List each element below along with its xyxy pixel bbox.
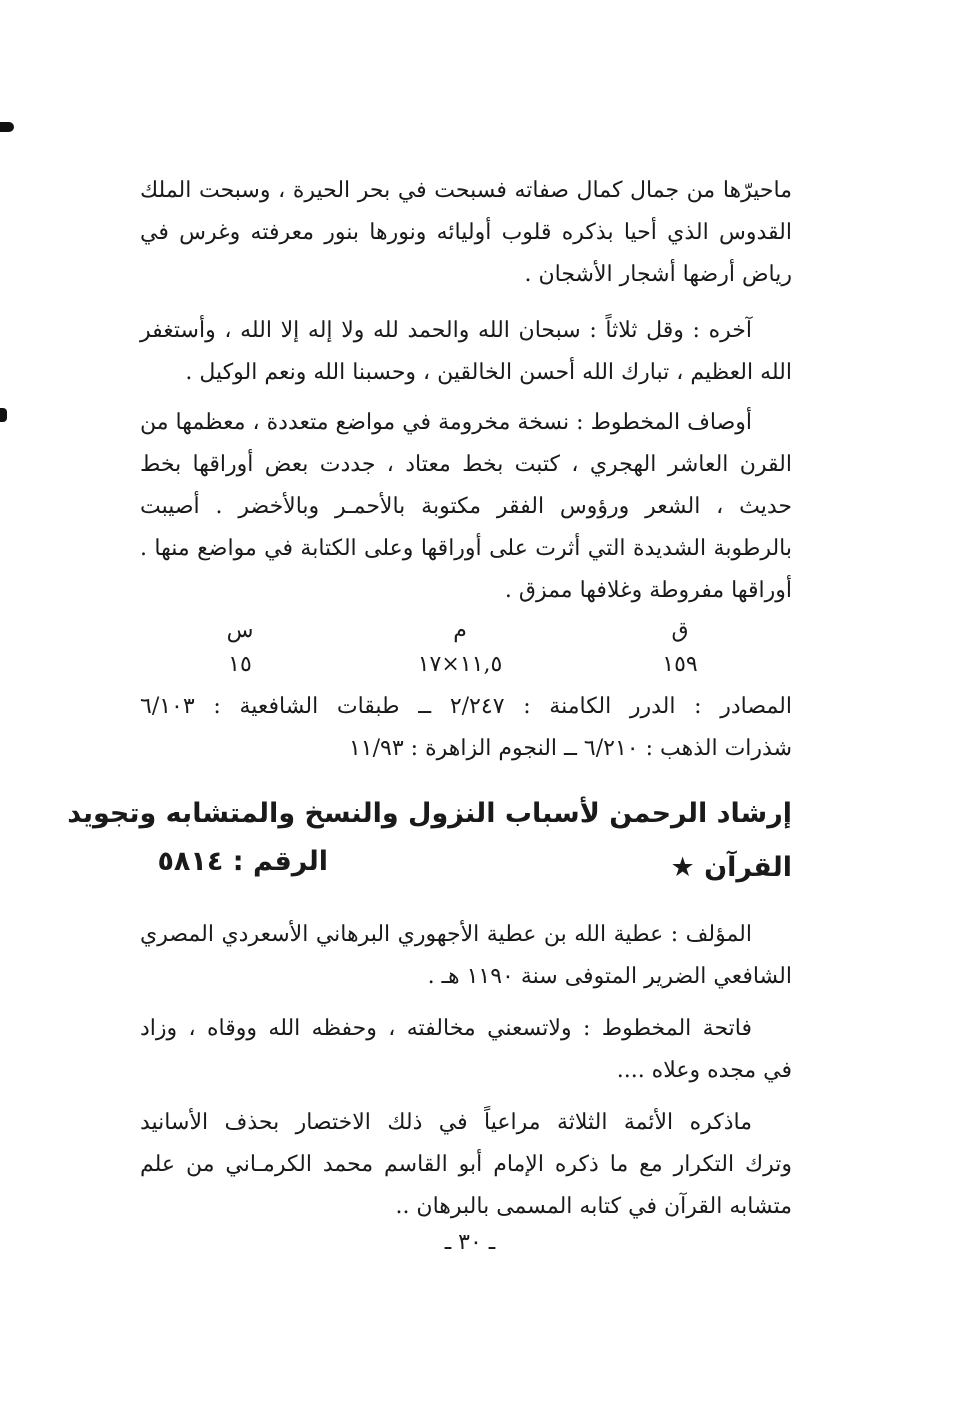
text-line: حديث ، الشعر ورؤوس الفقر مكتوبة بالأحمـر وبالأخضر . أصيبت	[140, 494, 792, 519]
content-paragraph	[140, 1102, 792, 1228]
text-line: بالرطوبة الشديدة التي أثرت على أوراقها وعلى الكتابة في مواضع منها .	[140, 536, 792, 561]
text-line: فاتحة المخطوط : ولاتسعني مخالفته ، وحفظه الله ووقاه ، وزاد	[140, 1016, 752, 1041]
text-line: ماحيرّها من جمال كمال صفاته فسبحت في بحر الحيرة ، وسبحت الملك	[140, 178, 792, 203]
leaves-value: ١٥٩	[662, 652, 698, 677]
ending-paragraph	[140, 310, 792, 394]
text-line: شذرات الذهب : ٦/٢١٠ ــ النجوم الزاهرة : ١١/٩٣	[348, 736, 792, 761]
lines-value: ١٥	[228, 652, 252, 677]
text-line: في مجده وعلاه ....	[616, 1058, 792, 1083]
text-line: أوصاف المخطوط : نسخة مخرومة في مواضع متعددة ، معظمها من	[140, 410, 752, 435]
text-line: القدوس الذي أحيا بذكره قلوب أوليائه ونورها بنور معرفته وغرس في	[140, 220, 792, 245]
sources-paragraph	[140, 686, 792, 770]
text-line: آخره : وقل ثلاثاً : سبحان الله والحمد لله ولا إله إلا الله ، وأستغفر	[140, 318, 752, 343]
entry-title-continued: القرآن ★	[670, 852, 792, 883]
text-line: المؤلف : عطية الله بن عطية الأجهوري البرهاني الأسعردي المصري	[140, 922, 752, 947]
leaves-header: ق	[671, 618, 689, 643]
author-paragraph	[140, 914, 792, 998]
opening-paragraph	[140, 1008, 792, 1092]
lines-header: س	[226, 618, 254, 643]
size-header: م	[453, 618, 467, 643]
text-line: متشابه القرآن في كتابه المسمى بالبرهان ..	[395, 1194, 792, 1219]
text-line: الشافعي الضرير المتوفى سنة ١١٩٠ هـ .	[427, 964, 792, 989]
size-value: ١١,٥×١٧	[417, 652, 503, 677]
scan-edge-mark-top	[0, 122, 14, 132]
text-line: المصادر : الدرر الكامنة : ٢/٢٤٧ ــ طبقات الشافعية : ٦/١٠٣	[140, 694, 792, 719]
entry-title: إرشاد الرحمن لأسباب النزول والنسخ والمتشابه وتجويد	[67, 798, 792, 829]
scan-edge-mark-middle	[0, 408, 7, 422]
entry-number: الرقم : ٥٨١٤	[157, 846, 328, 877]
text-line: ماذكره الأئمة الثلاثة مراعياً في ذلك الاختصار بحذف الأسانيد	[140, 1110, 752, 1135]
text-line: القرن العاشر الهجري ، كتبت بخط معتاد ، جددت بعض أوراقها بخط	[140, 452, 792, 477]
text-line: الله العظيم ، تبارك الله أحسن الخالقين ، وحسبنا الله ونعم الوكيل .	[185, 360, 792, 385]
measurements-header-row	[180, 618, 740, 643]
text-line: رياض أرضها أشجار الأشجان .	[524, 262, 792, 287]
text-line: وترك التكرار مع ما ذكره الإمام أبو القاسم محمد الكرمـاني من علم	[140, 1152, 792, 1177]
text-line: أوراقها مفروطة وغلافها ممزق .	[504, 578, 792, 603]
intro-paragraph	[140, 170, 792, 296]
measurements-value-row	[180, 652, 740, 677]
description-paragraph	[140, 402, 792, 612]
page-number: ـ ٣٠ ـ	[444, 1230, 496, 1255]
